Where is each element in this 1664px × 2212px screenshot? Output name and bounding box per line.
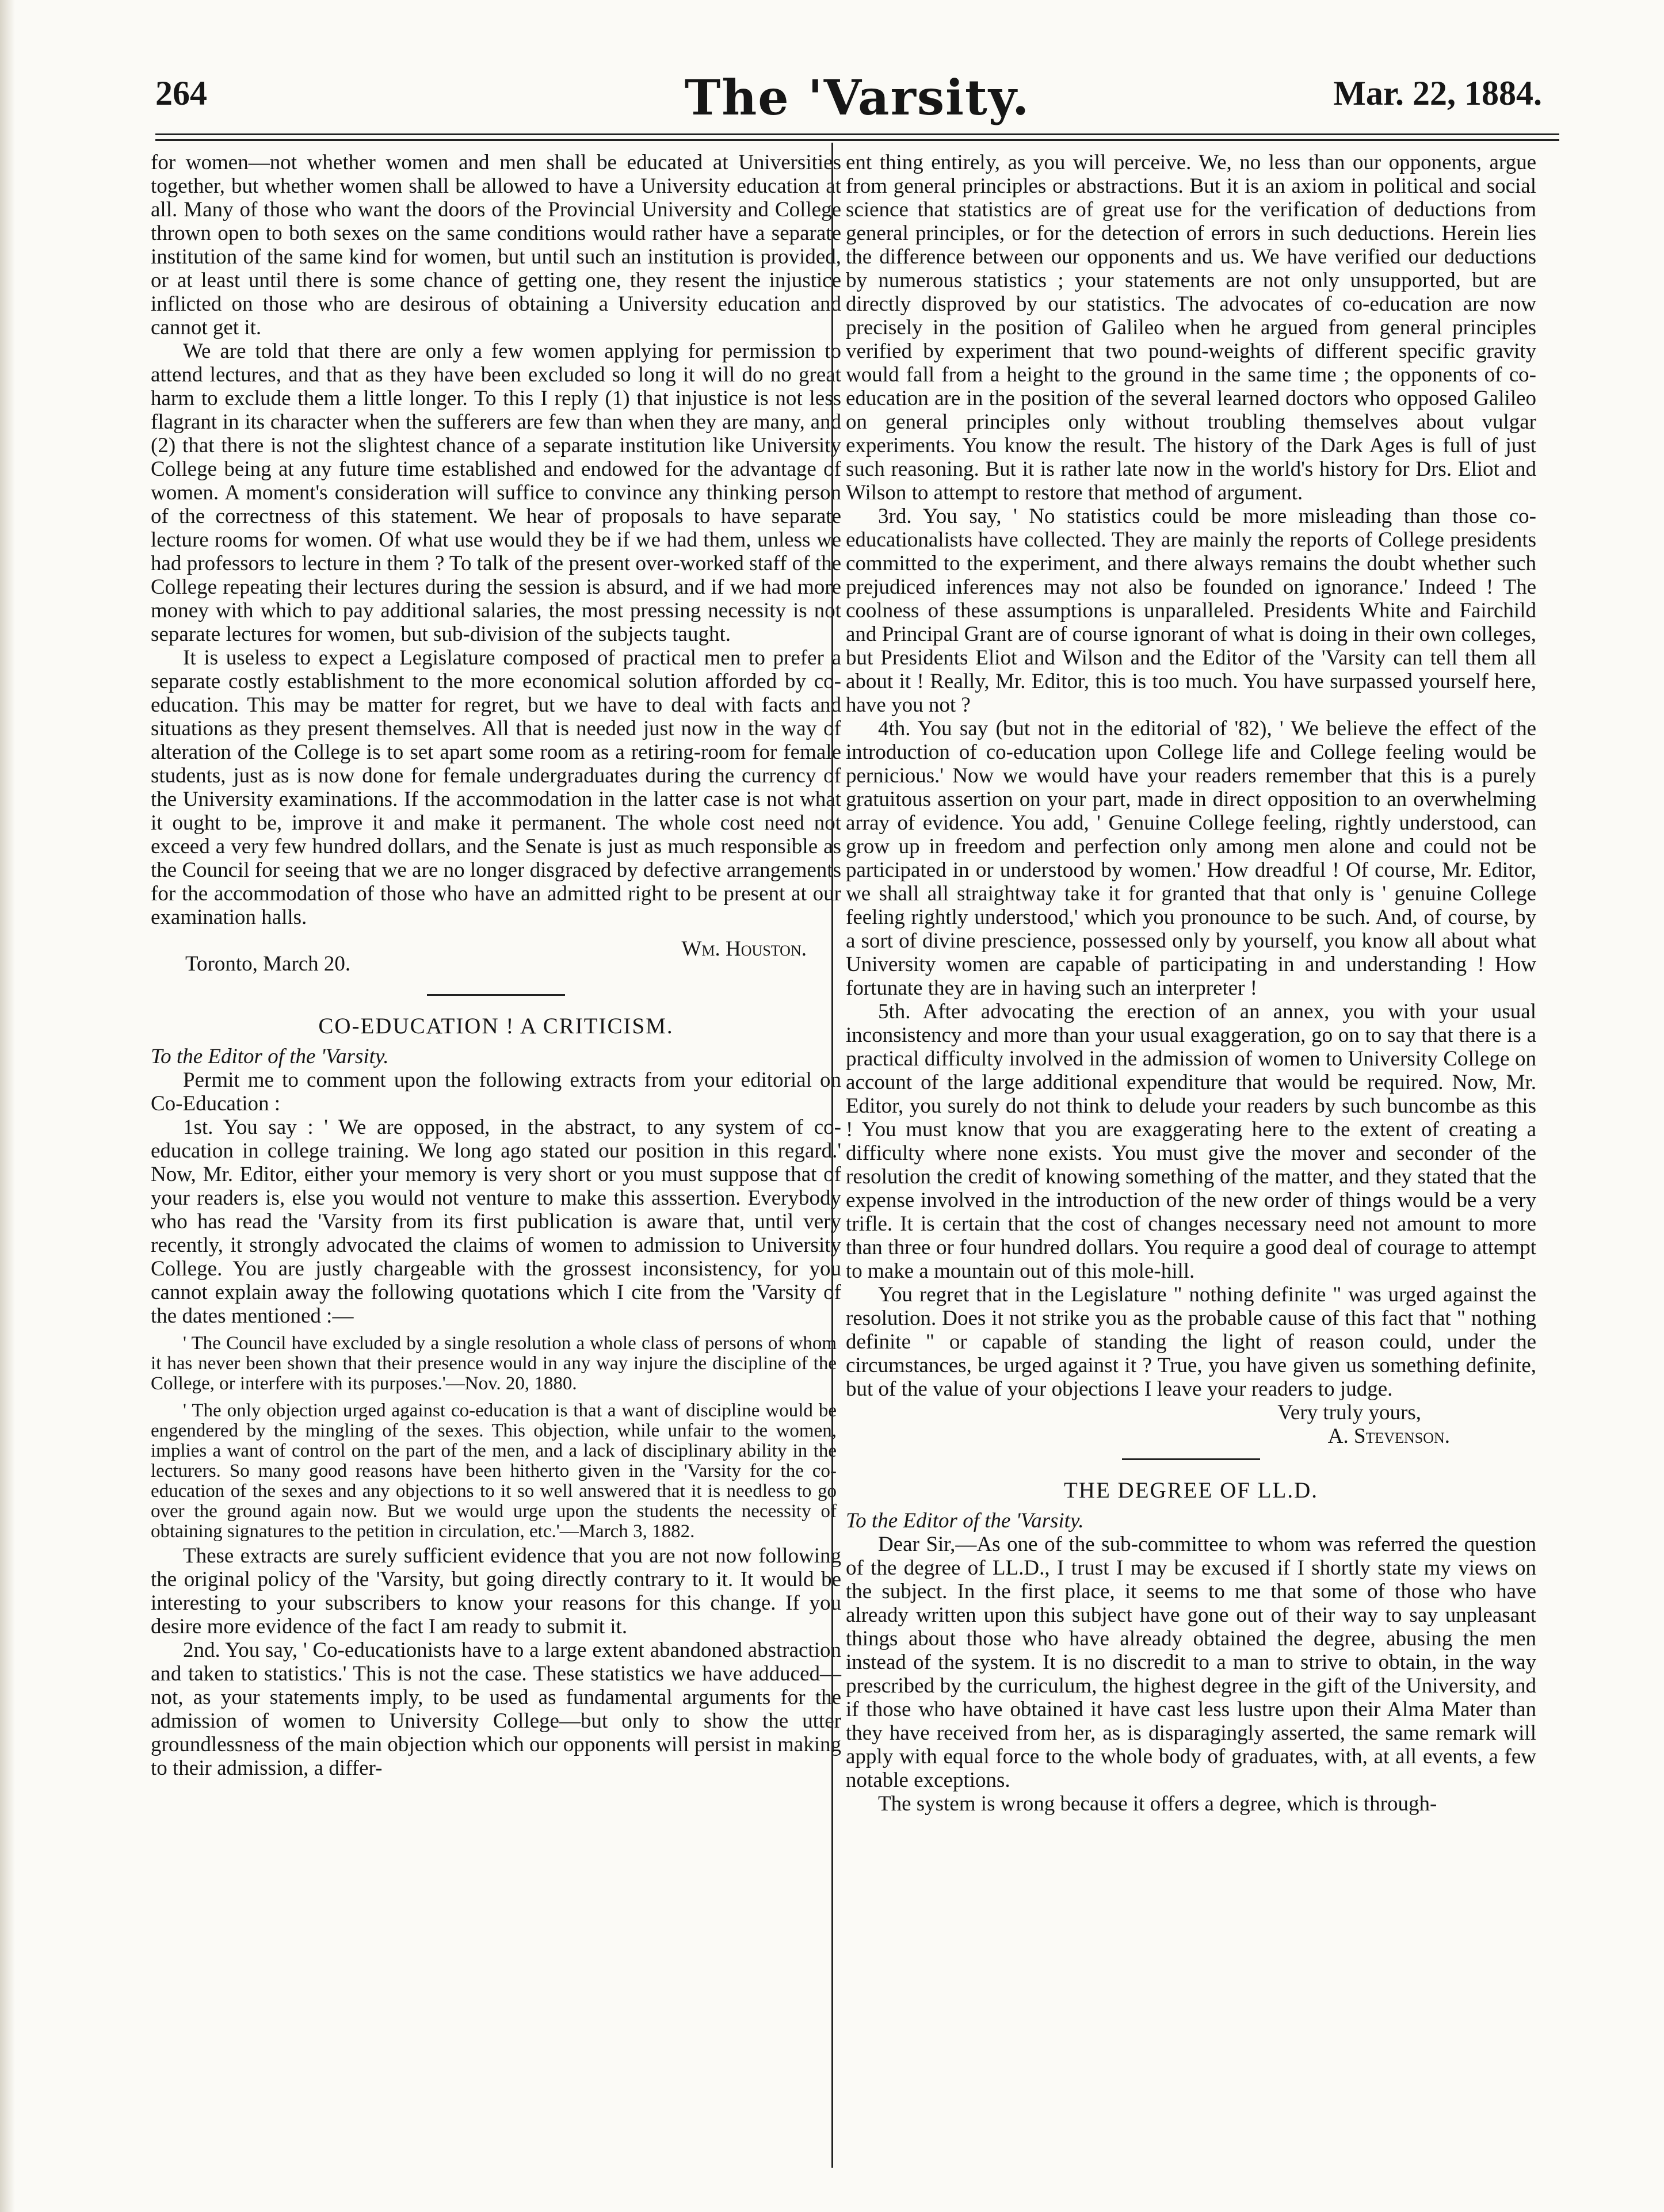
newspaper-title: The 'Varsity. [684,69,1031,126]
column-divider [831,143,833,2168]
article-paragraph: ent thing entirely, as you will perceive. We, no less than our opponents, argue from general principles or abstractions. But it is an axiom in political and social science that statistics are of great use for the verification of deductions from general principles, or for the detection of errors in such deductions. Herein lies the difference between our opponents and us. We have verified our deductions by numerous statistics ; your statements are not only unsupported, but are directly disproved by our statistics. The advocates of co-education are now precisely in the position of Galileo when he argued from general principles verified by experiment that two pound-weights of different specific gravity would fall from a height to the ground in the same time ; the opponents of co-education are in the position of the several learned doctors who opposed Galileo on general principles only without troubling themselves about vulgar experiments. You know the result. The history of the Dark Ages is full of just such reasoning. But it is rather late now in the world's history for Drs. Eliot and Wilson to attempt to restore that method of argument. [846,151,1536,505]
signature-row [151,937,841,976]
article-paragraph: Dear Sir,—As one of the sub-committee to whom was referred the question of the degree of LL.D., I trust I may be excused if I shortly state my views on the subject. In the first place, it seems to me that some of those who have already written upon this subject have gone out of their way to say unpleasant things about those who have already obtained the degree, abusing the men instead of the system. It is no discredit to a man to strive to obtain, in the way prescribed by the curriculum, the highest degree in the gift of the University, and if those who have obtained it have cast less lustre upon their Alma Mater than they have received from her, as is disparagingly asserted, the same remark will apply with equal force to the whole body of graduates, with, at all events, a few notable exceptions. [846,1533,1536,1792]
signature: Wm. Houston. [681,937,807,961]
article-heading: CO-EDUCATION ! A CRITICISM. [318,1014,674,1038]
page-number: 264 [155,74,207,112]
article-paragraph: You regret that in the Legislature " nothing definite " was urged against the resolution. Does it not strike you as the probable cause of this fact that " nothing definite " or capable of standing the light of reason could, under the circumstances, be urged against it ? True, you have given us something definite, but of the value of your objections I leave your readers to judge. [846,1283,1536,1401]
article-paragraph: It is useless to expect a Legislature composed of practical men to prefer a separate costly establishment to the more economical solution afforded by co-education. This may be matter for regret, but we have to deal with facts and situations as they present themselves. All that is needed just now in the way of alteration of the College is to set apart some room as a retiring-room for female students, just as is now done for female undergraduates during the currency of the University examinations. If the accommodation in the latter case is not what it ought to be, improve it and make it permanent. The whole cost need not exceed a very few hundred dollars, and the Senate is just as much responsible as the Council for seeing that we are no longer disgraced by defective arrangements for the accommodation of those who have an admitted right to be present at our examination halls. [151,646,841,929]
issue-date: Mar. 22, 1884. [1333,74,1542,112]
article-paragraph: for women—not whether women and men shall be educated at Universities together, but whether women shall be allowed to have a University education at all. Many of those who want the doors of the Provincial University and College thrown open to both sexes on the same conditions would rather have a separate institution of the same kind for women, but until such an institution is provided, or at least until there is some chance of getting one, they resent the injustice inflicted on those who are desirous of obtaining a University education and cannot get it. [151,151,841,339]
masthead-rule-bottom [155,139,1559,141]
closing: Very truly yours, [1277,1401,1421,1424]
article-paragraph: 2nd. You say, ' Co-educationists have to a large extent abandoned abstraction and taken to statistics.' This is not the case. These statistics we have adduced—not, as your statements imply, to be used as fundamental arguments for the admission of women to University College—but only to show the utter groundlessness of the main objection which our opponents will persist in making to their admission, a differ- [151,1638,841,1780]
article-paragraph: 1st. You say : ' We are opposed, in the abstract, to any system of co-education in college training. We long ago stated our position in this regard.' Now, Mr. Editor, either your memory is very short or you must suppose that of your readers is, else you would not venture to make this asssertion. Everybody who has read the 'Varsity from its first publication is aware that, until very recently, it strongly advocated the claims of women to admission to University College. You are justly chargeable with the grossest inconsistency, for you cannot explain away the following quotations which I cite from the 'Varsity of the dates mentioned :— [151,1115,841,1328]
place-date: Toronto, March 20. [185,952,351,976]
salutation: To the Editor of the 'Varsity. [846,1509,1084,1533]
signature: A. Stevenson. [1327,1424,1450,1448]
left-column [151,151,841,1780]
masthead-rule-top [155,133,1559,135]
quotation-text: ' The only objection urged against co-education is that a want of discipline would be engendered by the mingling of the sexes. This objection, while unfair to the women, implies a want of control on the part of the men, and a lack of disciplinary ability in the lecturers. So many good reasons have been hitherto given in the 'Varsity for the co-education of the sexes and any objections to it so well answered that it is needless to go over the ground again now. But we would urge upon the students the necessity of obtaining signatures to the petition in circulation, etc.'—March 3, 1882. [151,1400,837,1542]
page-edge-shadow [0,0,15,2212]
section-separator [427,994,565,996]
salutation: To the Editor of the 'Varsity. [151,1045,389,1068]
article-paragraph: Permit me to comment upon the following extracts from your editorial on Co-Education : [151,1068,841,1115]
article-paragraph: 3rd. You say, ' No statistics could be more misleading than those co-educationalists have collected. They are mainly the reports of College presidents committed to the experiment, and there always remains the doubt whether such prejudiced inferences may not also be founded on ignorance.' Indeed ! The coolness of these assumptions is unparalleled. Presidents White and Fairchild and Principal Grant are of course ignorant of what is doing in their own colleges, but Presidents Eliot and Wilson and the Editor of the 'Varsity can tell them all about it ! Really, Mr. Editor, this is too much. You have surpassed yourself here, have you not ? [846,505,1536,717]
article-heading: THE DEGREE OF LL.D. [1063,1478,1319,1503]
article-paragraph: We are told that there are only a few women applying for permission to attend lectures, and that as they have been excluded so long it will do no great harm to exclude them a little longer. To this I reply (1) that injustice is not less flagrant in its character when the sufferers are few than when they are many, and (2) that there is not the slightest chance of a separate institution like University College being at any future time established and endowed for the advantage of women. A moment's consideration will suffice to convince any thinking person of the correctness of this statement. We hear of proposals to have separate lecture rooms for women. Of what use would they be if we had them, unless we had professors to lecture in them ? To talk of the present over-worked staff of the College repeating their lectures during the session is absurd, and if we had more money with which to pay additional salaries, the most pressing necessity is not separate lectures for women, but sub-division of the subjects taught. [151,339,841,646]
article-paragraph: The system is wrong because it offers a degree, which is through- [878,1792,1437,1816]
masthead [155,69,1559,132]
quotation-text: ' The Council have excluded by a single resolution a whole class of persons of whom it has never been shown that their presence would in any way injure the discipline of the College, or interfere with its purposes.'—Nov. 20, 1880. [151,1333,837,1394]
right-column [846,151,1536,1816]
article-paragraph: 4th. You say (but not in the editorial of '82), ' We believe the effect of the introduction of co-education upon College life and College feeling would be pernicious.' Now we would have your readers remember that this is a purely gratuitous assertion on your part, made in direct opposition to an overwhelming array of evidence. You add, ' Genuine College feeling, rightly understood, can grow up in freedom and perfection only among men alone and could not be participated in or understood by women.' How dreadful ! Of course, Mr. Editor, we shall all straightway take it for granted that that only is ' genuine College feeling rightly understood,' which you pronounce to be such. And, of course, by a sort of divine prescience, possessed only by yourself, you know all about what University women are capable of participating in and understanding ! How fortunate they are in having such an interpreter ! [846,717,1536,1000]
section-separator [1122,1458,1260,1460]
article-paragraph: These extracts are surely sufficient evidence that you are not now following the original policy of the 'Varsity, but going directly contrary to it. It would be interesting to your subscribers to know your reasons for this change. If you desire more evidence of the fact I am ready to submit it. [151,1544,841,1638]
article-paragraph: 5th. After advocating the erection of an annex, you with your usual inconsistency and more than your usual exaggeration, go on to say that there is a practical difficulty involved in the admission of women to University College on account of the large additional expenditure that would be required. Now, Mr. Editor, you surely do not think to delude your readers by such buncombe as this ! You must know that you are exaggerating here to the extent of creating a difficulty where none exists. You must give the mover and seconder of the resolution the credit of knowing something of the matter, and they stated that the expense involved in the introduction of the new order of things would be a very trifle. It is certain that the cost of changes necessary need not amount to more than three or four hundred dollars. You require a good deal of courage to attempt to make a mountain out of this mole-hill. [846,1000,1536,1283]
quotation [151,1334,837,1542]
